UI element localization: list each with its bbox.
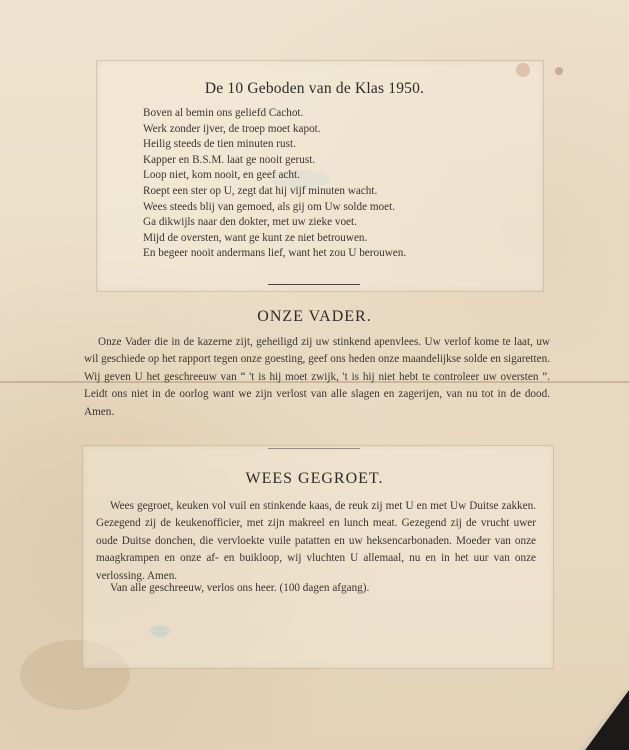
- wees-gegroet-closing: Van alle geschreeuw, verlos ons heer. (100 dagen afgang).: [110, 582, 370, 594]
- list-item: Werk zonder ijver, de troep moet kapot.: [143, 122, 321, 135]
- onze-vader-text: Onze Vader die in de kazerne zijt, geheiligd zij uw stinkend apenvlees. Uw verlof kome te laat, uw wil geschiede op het rapport tegen onze goesting, geef ons heden onze maandelijkse solde en sigaretten. Wij geven U het geschreeuw van “ 't is hij moet zwijk, 't is hij niet hebt te controleer uw oversten ”. Leidt ons niet in de oorlog want we zijn verlost van alle slagen en zagerijen, van nu tot in de dood. Amen.: [84, 336, 550, 418]
- list-item: Ga dikwijls naar den dokter, met uw zieke voet.: [143, 216, 357, 229]
- list-item: Heilig steeds de tien minuten rust.: [143, 138, 296, 151]
- geboden-title: De 10 Geboden van de Klas 1950.: [204, 80, 425, 97]
- list-item: Boven al bemin ons geliefd Cachot.: [143, 107, 304, 119]
- torn-corner: [575, 690, 629, 750]
- wees-gegroet-text: Wees gegroet, keuken vol vuil en stinkende kaas, de reuk zij met U en met Uw Duitse zakken. Gezegend zij de keukenofficier, met zijn makreel en lunch meat. Gezegend zij de vrucht uwer oude Duitse donchen, die vervloekte vuile patatten en uw heksencarbonaden. Moeder van onze maagkrampen en onze af- en buikloop, wij vluchten U allemaal, nu en in het uur van onze verlossing. Amen.: [96, 500, 536, 582]
- geboden-list: [143, 106, 406, 262]
- list-item: Wees steeds blij van gemoed, als gij om Uw solde moet.: [143, 200, 396, 213]
- list-item: Mijd de oversten, want ge kunt ze niet betrouwen.: [143, 231, 368, 244]
- wees-gegroet-title: WEES GEGROET.: [245, 470, 384, 487]
- list-item: Loop niet, kom nooit, en geef acht.: [143, 169, 300, 182]
- list-item: Roept een ster op U, zegt dat hij vijf minuten wacht.: [143, 184, 378, 197]
- onze-vader-title: ONZE VADER.: [257, 308, 372, 325]
- stain: [555, 67, 563, 75]
- list-item: Kapper en B.S.M. laat ge nooit gerust.: [143, 153, 316, 166]
- list-item: En begeer nooit andermans lief, want het zou U berouwen.: [143, 247, 407, 260]
- divider-rule: [268, 284, 360, 285]
